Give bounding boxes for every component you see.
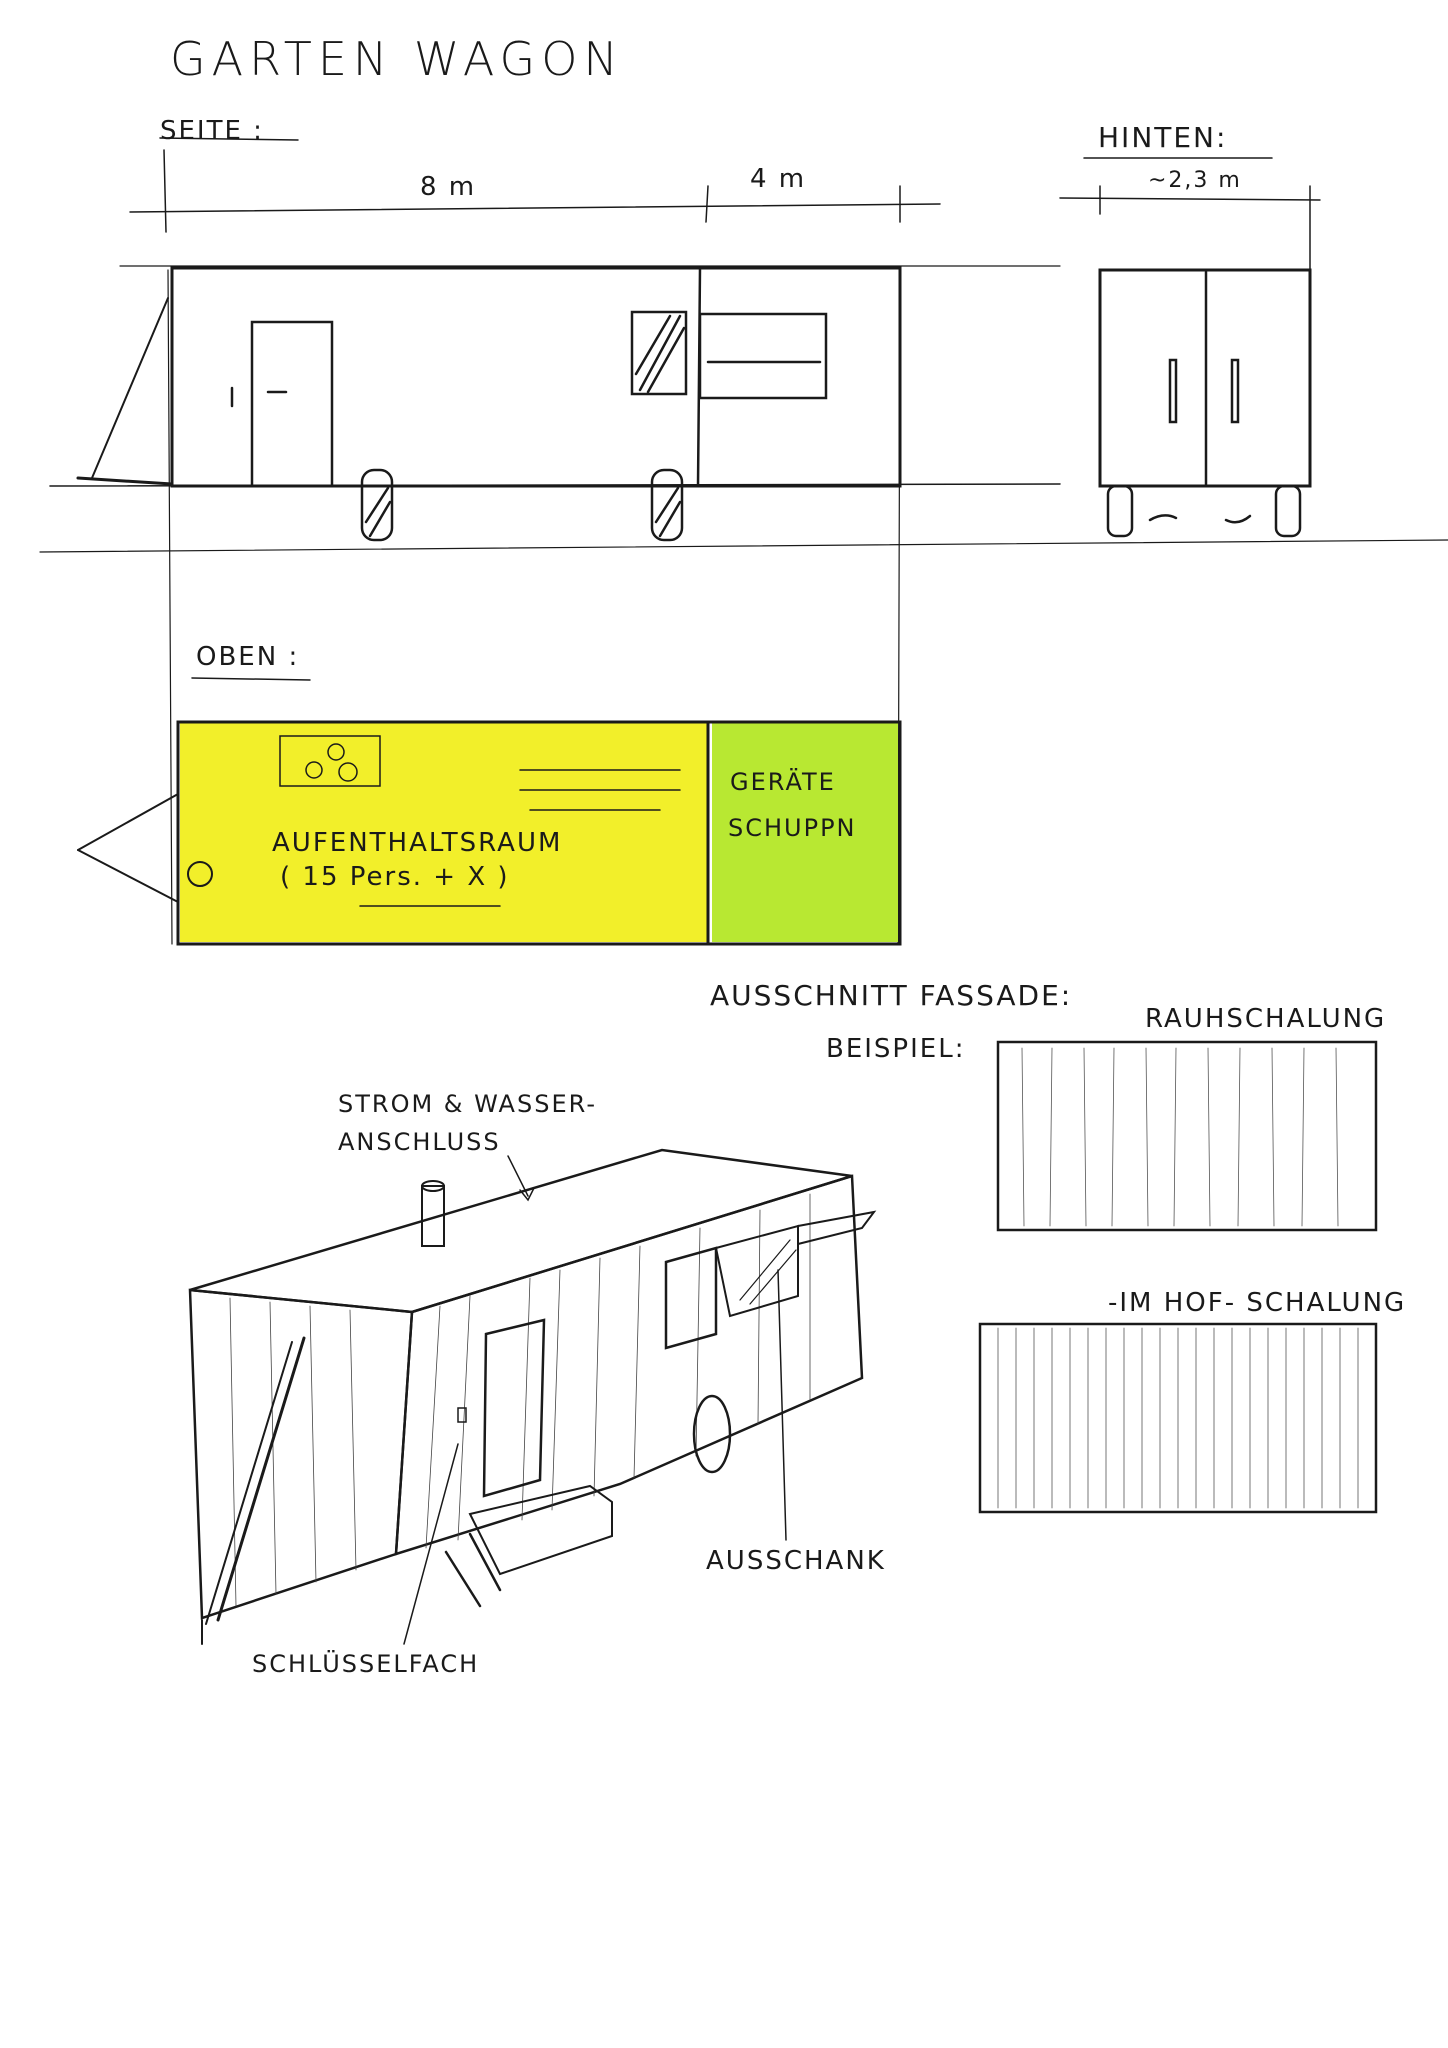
room-capacity: ( 15 Pers. + X ) [280,862,510,892]
perspective-serving-hatch [716,1226,798,1316]
top-view [78,678,900,944]
facade-option1-label: RAUHSCHALUNG [1145,1004,1387,1034]
perspective-steps [470,1486,612,1574]
rear-handle-right [1232,360,1238,422]
dimension-main-length: 8 m [420,172,477,202]
side-view-label: SEITE : [160,116,264,146]
rear-view-label: HINTEN: [1098,121,1228,154]
perspective-roof [190,1150,852,1312]
rear-wheel-left [1108,486,1132,536]
facade-heading: AUSSCHNITT FASSADE: [710,979,1073,1012]
callout-keybox: SCHLÜSSELFACH [252,1650,480,1678]
callout-bar: AUSSCHANK [706,1546,886,1576]
dimension-shed-length: 4 m [750,164,807,194]
facade-option2-label: -IM HOF- SCHALUNG [1108,1288,1407,1318]
top-view-label: OBEN : [196,642,300,672]
rear-wheel-right [1276,486,1300,536]
side-serving-hatch [700,314,826,398]
callout-utilities-line2: ANSCHLUSS [338,1128,501,1156]
side-door [252,322,332,486]
shed-label-line2: SCHUPPN [728,814,857,842]
perspective-wheel [694,1396,730,1472]
shed-label-line1: GERÄTE [730,768,836,796]
perspective-door [484,1320,544,1496]
rear-handle-left [1170,360,1176,422]
facade-rauhschalung [998,1042,1376,1230]
facade-example-label: BEISPIEL: [826,1034,966,1064]
callout-utilities-line1: STROM & WASSER- [338,1090,597,1118]
dimension-width: ~2,3 m [1148,168,1242,193]
sketch-title: GARTEN WAGON [170,32,624,86]
facade-imhof-schalung [980,1324,1376,1512]
perspective-window [666,1248,716,1348]
wagon-side-body [172,268,900,486]
room-label: AUFENTHALTSRAUM [272,828,563,858]
rear-view [1060,158,1320,536]
